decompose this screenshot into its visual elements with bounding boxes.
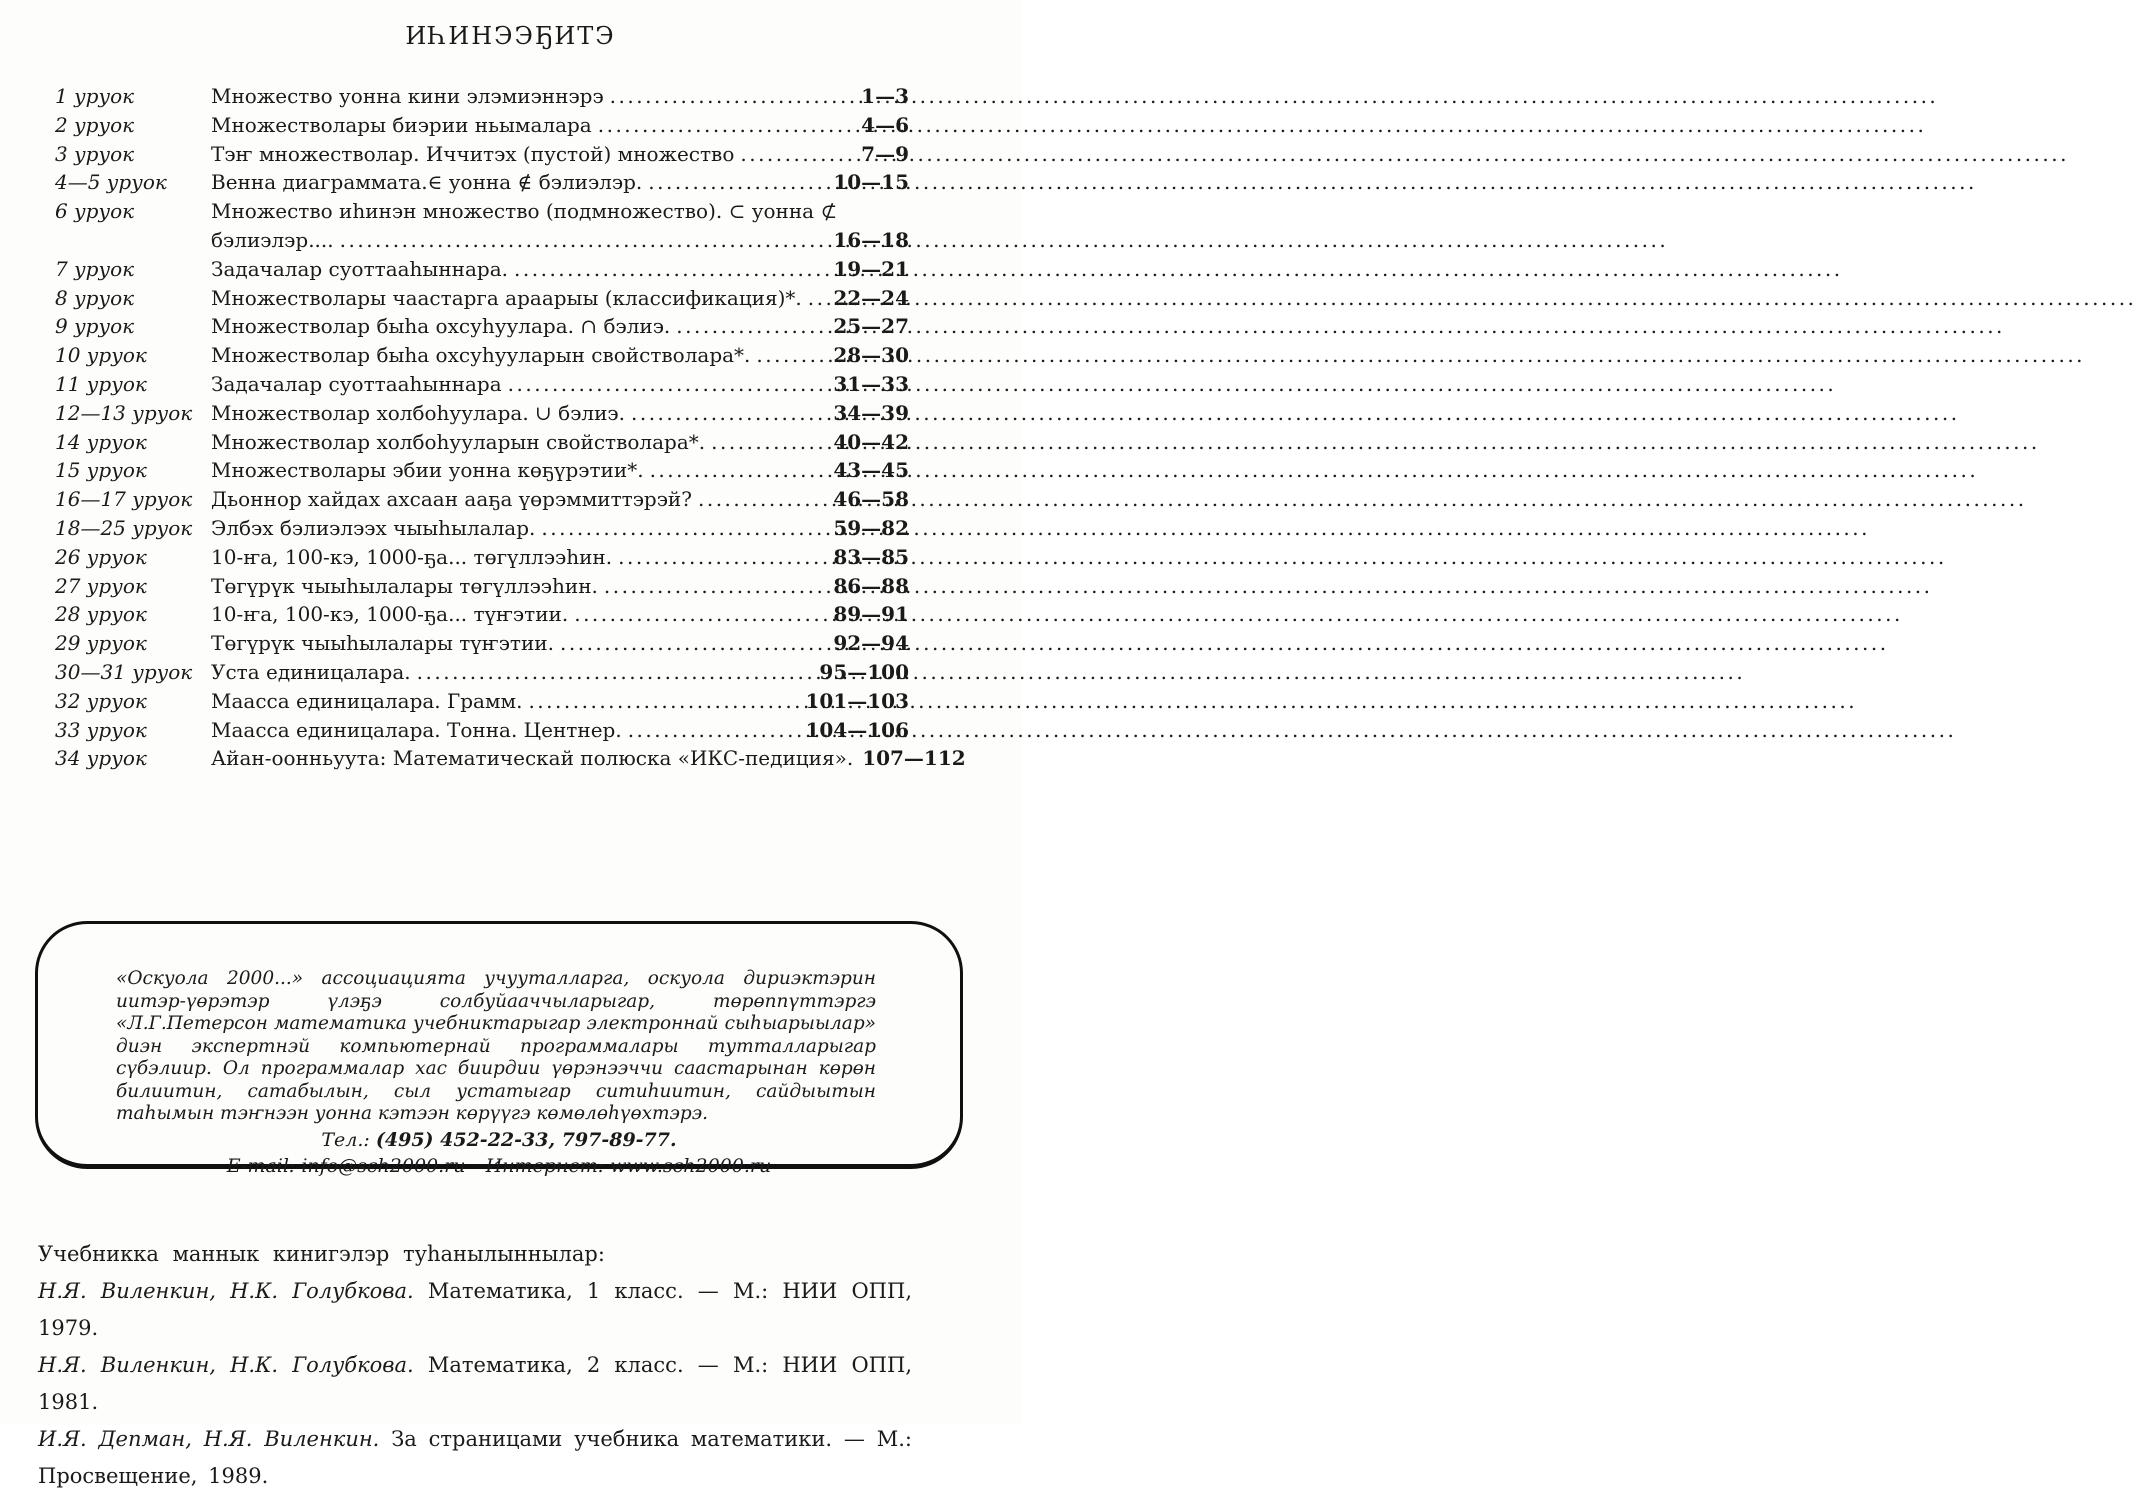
toc-row [55, 140, 909, 169]
reference-text: Математика, 1 класс. — М.: НИИ ОПП, 1979. [38, 1279, 912, 1340]
toc-entry-title: Тэҥ множестволар. Иччитэх (пустой) множество [211, 141, 735, 166]
references-intro: Учебникка маннык кинигэлэр туһанылыннылар: [38, 1242, 605, 1266]
toc-row [55, 312, 909, 341]
references-section [38, 1236, 912, 1495]
toc-lesson-label: 28 уруок [55, 602, 147, 627]
toc-entry-title: Дьоннор хайдах ахсаан ааҕа үөрэммиттэрэй? [211, 487, 692, 512]
toc-lesson-label: 6 уруок [55, 199, 135, 224]
dot-leader [508, 370, 831, 399]
dot-leader [598, 111, 858, 140]
phone-label: Тел.: [321, 1128, 370, 1151]
toc-row [55, 399, 909, 428]
toc-lesson-label: 11 уруок [55, 371, 147, 396]
toc-entry-title: Множестволар быһа охсуһууларын свойстволара*. [211, 343, 751, 368]
toc-lesson-label: 2 уруок [55, 112, 135, 137]
toc-row [55, 716, 909, 745]
toc-entry-title: Множестволар холбоһууларын свойстволара*. [211, 429, 706, 454]
toc-page-range: 28—30 [833, 343, 909, 368]
toc-entry-title: 10-ҥа, 100-кэ, 1000-ҕа... төгүллээһин. [211, 544, 613, 569]
phone-numbers: (495) 452-22-33, 797-89-77. [375, 1128, 677, 1151]
reference-authors: И.Я. Депман, Н.Я. Виленкин. [38, 1427, 380, 1451]
toc-row [55, 658, 909, 687]
toc-row [55, 514, 909, 543]
reference-text: За страницами учебника математики. — М.: Просвещение, 1989. [38, 1427, 912, 1488]
reference-text: Математика, 2 класс. — М.: НИИ ОПП, 1981. [38, 1353, 912, 1414]
toc-lesson-label: 9 уруок [55, 314, 135, 339]
toc-row [55, 485, 909, 514]
dot-leader [618, 543, 830, 572]
dot-leader [560, 629, 830, 658]
dot-leader [541, 514, 830, 543]
dot-leader [417, 658, 817, 687]
toc-entry-title: Множестволары чаастарга араарыы (классификация)*. [211, 285, 802, 310]
dot-leader [740, 140, 858, 169]
toc-page-range: 31—33 [833, 371, 909, 396]
toc-entry-title: Множестволар быһа охсуһуулара. ∩ бэлиэ. [211, 314, 671, 339]
dot-leader [711, 428, 830, 457]
toc-page-range: 25—27 [833, 314, 909, 339]
toc-lesson-label: 7 уруок [55, 256, 135, 281]
toc-row [55, 629, 909, 658]
notice-body-text: «Оскуола 2000...» ассоциацията учууталларга, оскуола дириэктэрин иитэр-үөрэтэр үлэҕэ солбуйааччыларыгар, төрөппүттэргэ «Л.Г.Петерсон математика учебниктарыгар электроннай сыһыарыылар» диэн экспертнэй компьютернай программалары тутталларыгар сүбэлиир. Ол программалар хас биирдии үөрэнээччи саастарынан көрөн билиитин, сатабылын, сыл устатыгар ситиһиитин, сайдыытын таһымын тэҥнээн уонна кэтээн көрүүгэ көмөлөһүөхтэрэ. [116, 968, 876, 1124]
toc-lesson-label: 27 уруок [55, 573, 147, 598]
toc-page-range: 46—58 [833, 487, 909, 512]
toc-lesson-label: 34 уруок [55, 746, 147, 771]
toc-lesson-label: 15 уруок [55, 458, 147, 483]
toc-entry-title: Төгүрүк чыыһылалары төгүллээһин. [211, 573, 598, 598]
toc-page-range: 83—85 [833, 544, 909, 569]
page-title: ИҺИНЭЭҔИТЭ [405, 22, 616, 50]
email-text: E-mail: info@sch2000.ru [226, 1154, 466, 1177]
toc-page-range: 7—9 [861, 141, 909, 166]
toc-page-range: 89—91 [833, 602, 909, 627]
toc-lesson-label: 14 уруок [55, 429, 147, 454]
toc-page-range: 34—39 [833, 400, 909, 425]
toc-entry-title: Множестволары эбии уонна көҕүрэтии*. [211, 458, 644, 483]
toc-page-range: 86—88 [833, 573, 909, 598]
toc-row [55, 744, 966, 773]
toc-entry-title: Задачалар суоттааһыннара. [211, 256, 509, 281]
toc-entry-title: Уста единицалара. [211, 659, 411, 684]
dot-leader [631, 399, 830, 428]
reference-item [38, 1347, 912, 1421]
toc-page-range: 95—100 [819, 659, 909, 684]
toc-page-range: 1—3 [861, 84, 909, 108]
toc-entry-title: Множестволары биэрии ньымалара [211, 112, 592, 137]
dot-leader [756, 341, 830, 370]
toc-page-range: 22—24 [833, 285, 909, 310]
toc-page-range: 40—42 [833, 429, 909, 454]
page [0, 0, 1021, 1488]
toc-row [55, 284, 909, 313]
toc-lesson-label: 32 уруок [55, 688, 147, 713]
toc-entry-title: Элбэх бэлиэлээх чыыһылалар. [211, 515, 536, 540]
toc-page-range: 92—94 [833, 631, 909, 656]
toc-page-range: 107—112 [862, 746, 966, 771]
toc-row [55, 341, 909, 370]
notice-contact-line [38, 1155, 960, 1177]
toc-lesson-label: 30—31 уруок [55, 659, 193, 684]
toc-row [55, 600, 909, 629]
toc-row [55, 111, 909, 140]
toc-entry-title: Венна диаграммата.∈ уонна ∉ бэлиэлэр. [211, 170, 643, 195]
toc-row [55, 82, 909, 111]
toc-row [55, 255, 909, 284]
toc-page-range: 16—18 [833, 227, 909, 252]
toc-row [55, 543, 909, 572]
toc-row [55, 428, 909, 457]
internet-text: Интернет: www.sch2000.ru [485, 1154, 772, 1177]
table-of-contents [55, 82, 966, 773]
notice-box [35, 921, 963, 1177]
dot-leader [676, 312, 830, 341]
toc-lesson-label: 18—25 уруок [55, 515, 193, 540]
toc-page-range: 104—106 [805, 717, 909, 742]
dot-leader [650, 456, 831, 485]
toc-row [55, 370, 909, 399]
toc-lesson-label: 1 уруок [55, 84, 135, 108]
dot-leader [808, 284, 831, 313]
toc-lesson-label: 29 уруок [55, 631, 147, 656]
toc-entry-title: Маасса единицалара. Грамм. [211, 688, 523, 713]
reference-item [38, 1421, 912, 1495]
toc-row [55, 197, 909, 226]
reference-authors: Н.Я. Виленкин, Н.К. Голубкова. [38, 1353, 414, 1377]
toc-row-continuation [55, 226, 909, 255]
toc-entry-title: 10-ҥа, 100-кэ, 1000-ҕа... түҥэтии. [211, 602, 569, 627]
toc-page-range: 10—15 [833, 170, 909, 195]
dot-leader [604, 572, 830, 601]
toc-page-range: 43—45 [833, 458, 909, 483]
toc-page-range: 19—21 [833, 256, 909, 281]
toc-lesson-label: 3 уруок [55, 141, 135, 166]
toc-lesson-label: 4—5 уруок [55, 170, 167, 195]
dot-leader [514, 255, 830, 284]
toc-entry-title: Задачалар суоттааһыннара [211, 371, 502, 396]
toc-entry-title: Множество уонна кини элэмиэннэрэ [211, 84, 604, 108]
toc-entry-title: Множество иһинэн множество (подмножество). ⊂ уонна ⊄ [211, 199, 838, 224]
toc-page-range: 4—6 [861, 112, 909, 137]
toc-lesson-label: 12—13 уруок [55, 400, 193, 425]
toc-row [55, 687, 909, 716]
dot-leader [698, 485, 830, 514]
dot-leader [648, 168, 830, 197]
toc-page-range: 101—103 [805, 688, 909, 713]
toc-lesson-label: 33 уруок [55, 717, 147, 742]
toc-row [55, 456, 909, 485]
toc-page-range: 59—82 [833, 515, 909, 540]
toc-entry-title-continued: бэлиэлэр.... [211, 227, 334, 252]
dot-leader [528, 687, 802, 716]
toc-entry-title: Айан-оонньуута: Математическай полюска «ИКС-педиция». [211, 746, 854, 771]
toc-row [55, 168, 909, 197]
dot-leader [574, 600, 830, 629]
toc-lesson-label: 10 уруок [55, 343, 147, 368]
dot-leader [340, 226, 831, 255]
toc-entry-title: Множестволар холбоһуулара. ∪ бэлиэ. [211, 400, 625, 425]
dot-leader [628, 716, 803, 745]
toc-entry-title: Маасса единицалара. Тонна. Центнер. [211, 717, 622, 742]
notice-phone-line [38, 1129, 960, 1151]
toc-lesson-label: 26 уруок [55, 544, 147, 569]
toc-lesson-label: 16—17 уруок [55, 487, 193, 512]
toc-lesson-label: 8 уруок [55, 285, 135, 310]
dot-leader [610, 82, 858, 111]
reference-item [38, 1273, 912, 1347]
reference-authors: Н.Я. Виленкин, Н.К. Голубкова. [38, 1279, 414, 1303]
toc-row [55, 572, 909, 601]
toc-entry-title: Төгүрүк чыыһылалары түҥэтии. [211, 631, 554, 656]
